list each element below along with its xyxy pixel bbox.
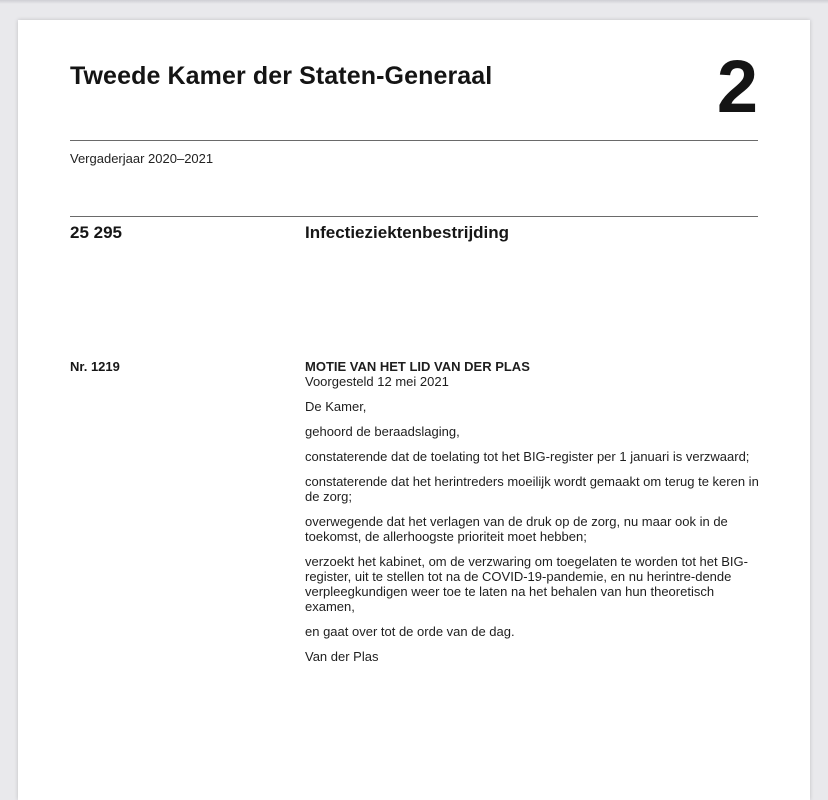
motion-proposed-date: Voorgesteld 12 mei 2021 <box>305 374 449 389</box>
session-year: Vergaderjaar 2020–2021 <box>70 151 214 166</box>
motion-signature: Van der Plas <box>305 649 379 664</box>
motion-paragraph: overwegende dat het verlagen van de druk op de zorg, nu maar ook in de toekomst, de allerhoogste prioriteit moet hebben; <box>305 514 728 544</box>
item-number: Nr. 1219 <box>70 359 120 374</box>
motion-paragraph: verzoekt het kabinet, om de verzwaring om toegelaten te worden tot het BIG-register, uit te stellen tot na de COVID-19-pandemie, en nu herintre-dende verpleegkundigen weer toe te laten na het behalen van hun theoretisch examen, <box>305 554 748 614</box>
motion-paragraph: constaterende dat het herintreders moeilijk wordt gemaakt om terug te keren in de zorg; <box>305 474 759 504</box>
motion-paragraph: De Kamer, <box>305 399 367 414</box>
motion-text <box>305 359 760 674</box>
motion-paragraph: constaterende dat de toelating tot het BIG-register per 1 januari is verzwaard; <box>305 449 750 464</box>
document-number: 2 <box>716 45 758 128</box>
chamber-title: Tweede Kamer der Staten-Generaal <box>70 62 493 90</box>
document-page <box>18 20 810 800</box>
dossier-divider <box>70 216 758 217</box>
motion-title: MOTIE VAN HET LID VAN DER PLAS <box>305 359 530 374</box>
dossier-title: Infectieziektenbestrijding <box>305 223 510 242</box>
window-top-edge <box>0 0 828 4</box>
motion-paragraph: en gaat over tot de orde van de dag. <box>305 624 515 639</box>
motion-paragraph: gehoord de beraadslaging, <box>305 424 460 439</box>
header-divider <box>70 140 758 141</box>
dossier-number: 25 295 <box>70 223 122 242</box>
